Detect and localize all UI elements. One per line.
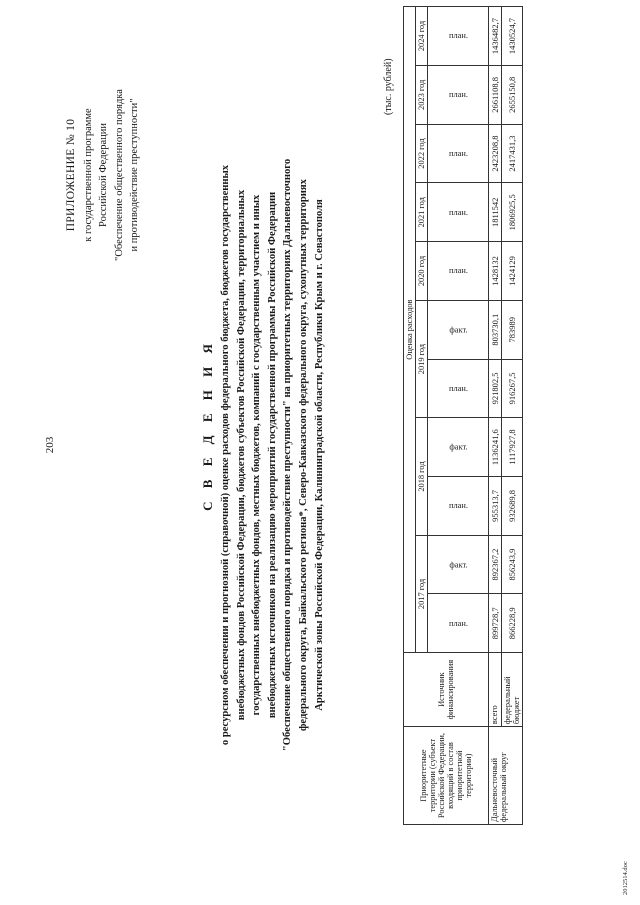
value-cell: 1811542 xyxy=(489,183,502,242)
header-plan: план. xyxy=(428,477,489,536)
header-plan: план. xyxy=(428,65,489,124)
subtitle-line: Арктической зоны Российской Федерации, Калининградской области, Республики Крым и г. Севастополя xyxy=(313,199,325,711)
value-cell: 2655150,8 xyxy=(502,65,523,124)
header-year: 2024 год xyxy=(416,7,428,66)
page-number: 203 xyxy=(44,436,56,454)
header-territory: Приоритетные территории (субъект Российской Федерации, входящий в состав приоритетной территории) xyxy=(404,727,489,825)
value-cell: 932689,8 xyxy=(502,477,523,536)
subtitle-line: федерального округа, Байкальского региона*, Северо-Кавказского федерального округа, сухопутных территориях xyxy=(297,179,309,731)
subtitle-line: "Обеспечение общественного порядка и противодействие преступности" на приоритетных территориях Дальневосточного xyxy=(282,158,294,752)
appendix-line: и противодействие преступности" xyxy=(129,98,140,252)
territory-cell: Дальневосточный федеральный округ xyxy=(489,727,523,825)
header-plan: план. xyxy=(428,124,489,183)
value-cell: 866228,9 xyxy=(502,594,523,653)
header-year: 2020 год xyxy=(416,242,428,301)
header-fact: факт. xyxy=(428,300,489,359)
expenses-table xyxy=(403,6,523,825)
header-plan: план. xyxy=(428,7,489,66)
value-cell: 899728,7 xyxy=(489,594,502,653)
header-plan: план. xyxy=(428,359,489,418)
value-cell: 1806925,5 xyxy=(502,183,523,242)
header-year: 2021 год xyxy=(416,183,428,242)
value-cell: 1424129 xyxy=(502,242,523,301)
appendix-block xyxy=(64,65,143,285)
value-cell: 1436482,7 xyxy=(489,7,502,66)
value-cell: 2423208,8 xyxy=(489,124,502,183)
subtitle-line: внебюджетных источников на реализацию мероприятий государственной программы Российской Федерации xyxy=(266,191,278,719)
value-cell: 856243,9 xyxy=(502,535,523,594)
value-cell: 921802,5 xyxy=(489,359,502,418)
subtitle-line: государственных внебюджетных фондов, местных бюджетов, компаний с государственным участием и иных xyxy=(251,194,263,716)
value-cell: 2661108,8 xyxy=(489,65,502,124)
value-cell: 2417431,3 xyxy=(502,124,523,183)
subtitle-line: о ресурсном обеспечении и прогнозной (справочной) оценке расходов федерального бюджета, бюджетов государственных xyxy=(220,164,231,746)
appendix-number: ПРИЛОЖЕНИЕ № 10 xyxy=(65,118,77,232)
header-plan: план. xyxy=(428,242,489,301)
document-subtitle xyxy=(218,25,327,885)
document-title: С В Е Д Е Н И Я xyxy=(200,339,215,511)
header-year: 2017 год xyxy=(416,535,428,652)
header-plan: план. xyxy=(428,183,489,242)
unit-label: (тыс. рублей) xyxy=(383,58,394,115)
subtitle-line: внебюджетных фондов Российской Федерации, бюджетов субъектов Российской Федерации, территориальных xyxy=(235,189,247,721)
source-cell: федеральный бюджет xyxy=(502,653,523,727)
header-source: Источник финансирования xyxy=(404,653,489,727)
appendix-line: к государственной программе xyxy=(82,108,94,242)
value-cell: 803730,1 xyxy=(489,300,502,359)
header-year: 2022 год xyxy=(416,124,428,183)
table-row xyxy=(502,7,523,825)
footer-file-code: 2012514.doc xyxy=(622,861,629,895)
header-fact: факт. xyxy=(428,418,489,477)
source-cell: всего xyxy=(489,653,502,727)
value-cell: 916267,5 xyxy=(502,359,523,418)
value-cell: 1428132 xyxy=(489,242,502,301)
value-cell: 783989 xyxy=(502,300,523,359)
header-plan: план. xyxy=(428,594,489,653)
value-cell: 1117927,8 xyxy=(502,418,523,477)
header-group: Оценка расходов xyxy=(404,7,416,653)
value-cell: 955313,7 xyxy=(489,477,502,536)
value-cell: 892367,2 xyxy=(489,535,502,594)
table-row xyxy=(489,7,502,825)
header-fact: факт. xyxy=(428,535,489,594)
value-cell: 1136241,6 xyxy=(489,418,502,477)
value-cell: 1430524,7 xyxy=(502,7,523,66)
appendix-line: "Обеспечение общественного порядка xyxy=(113,89,125,261)
header-year: 2023 год xyxy=(416,65,428,124)
header-year: 2018 год xyxy=(416,418,428,535)
header-year: 2019 год xyxy=(416,300,428,417)
appendix-line: Российской Федерации xyxy=(98,123,109,227)
